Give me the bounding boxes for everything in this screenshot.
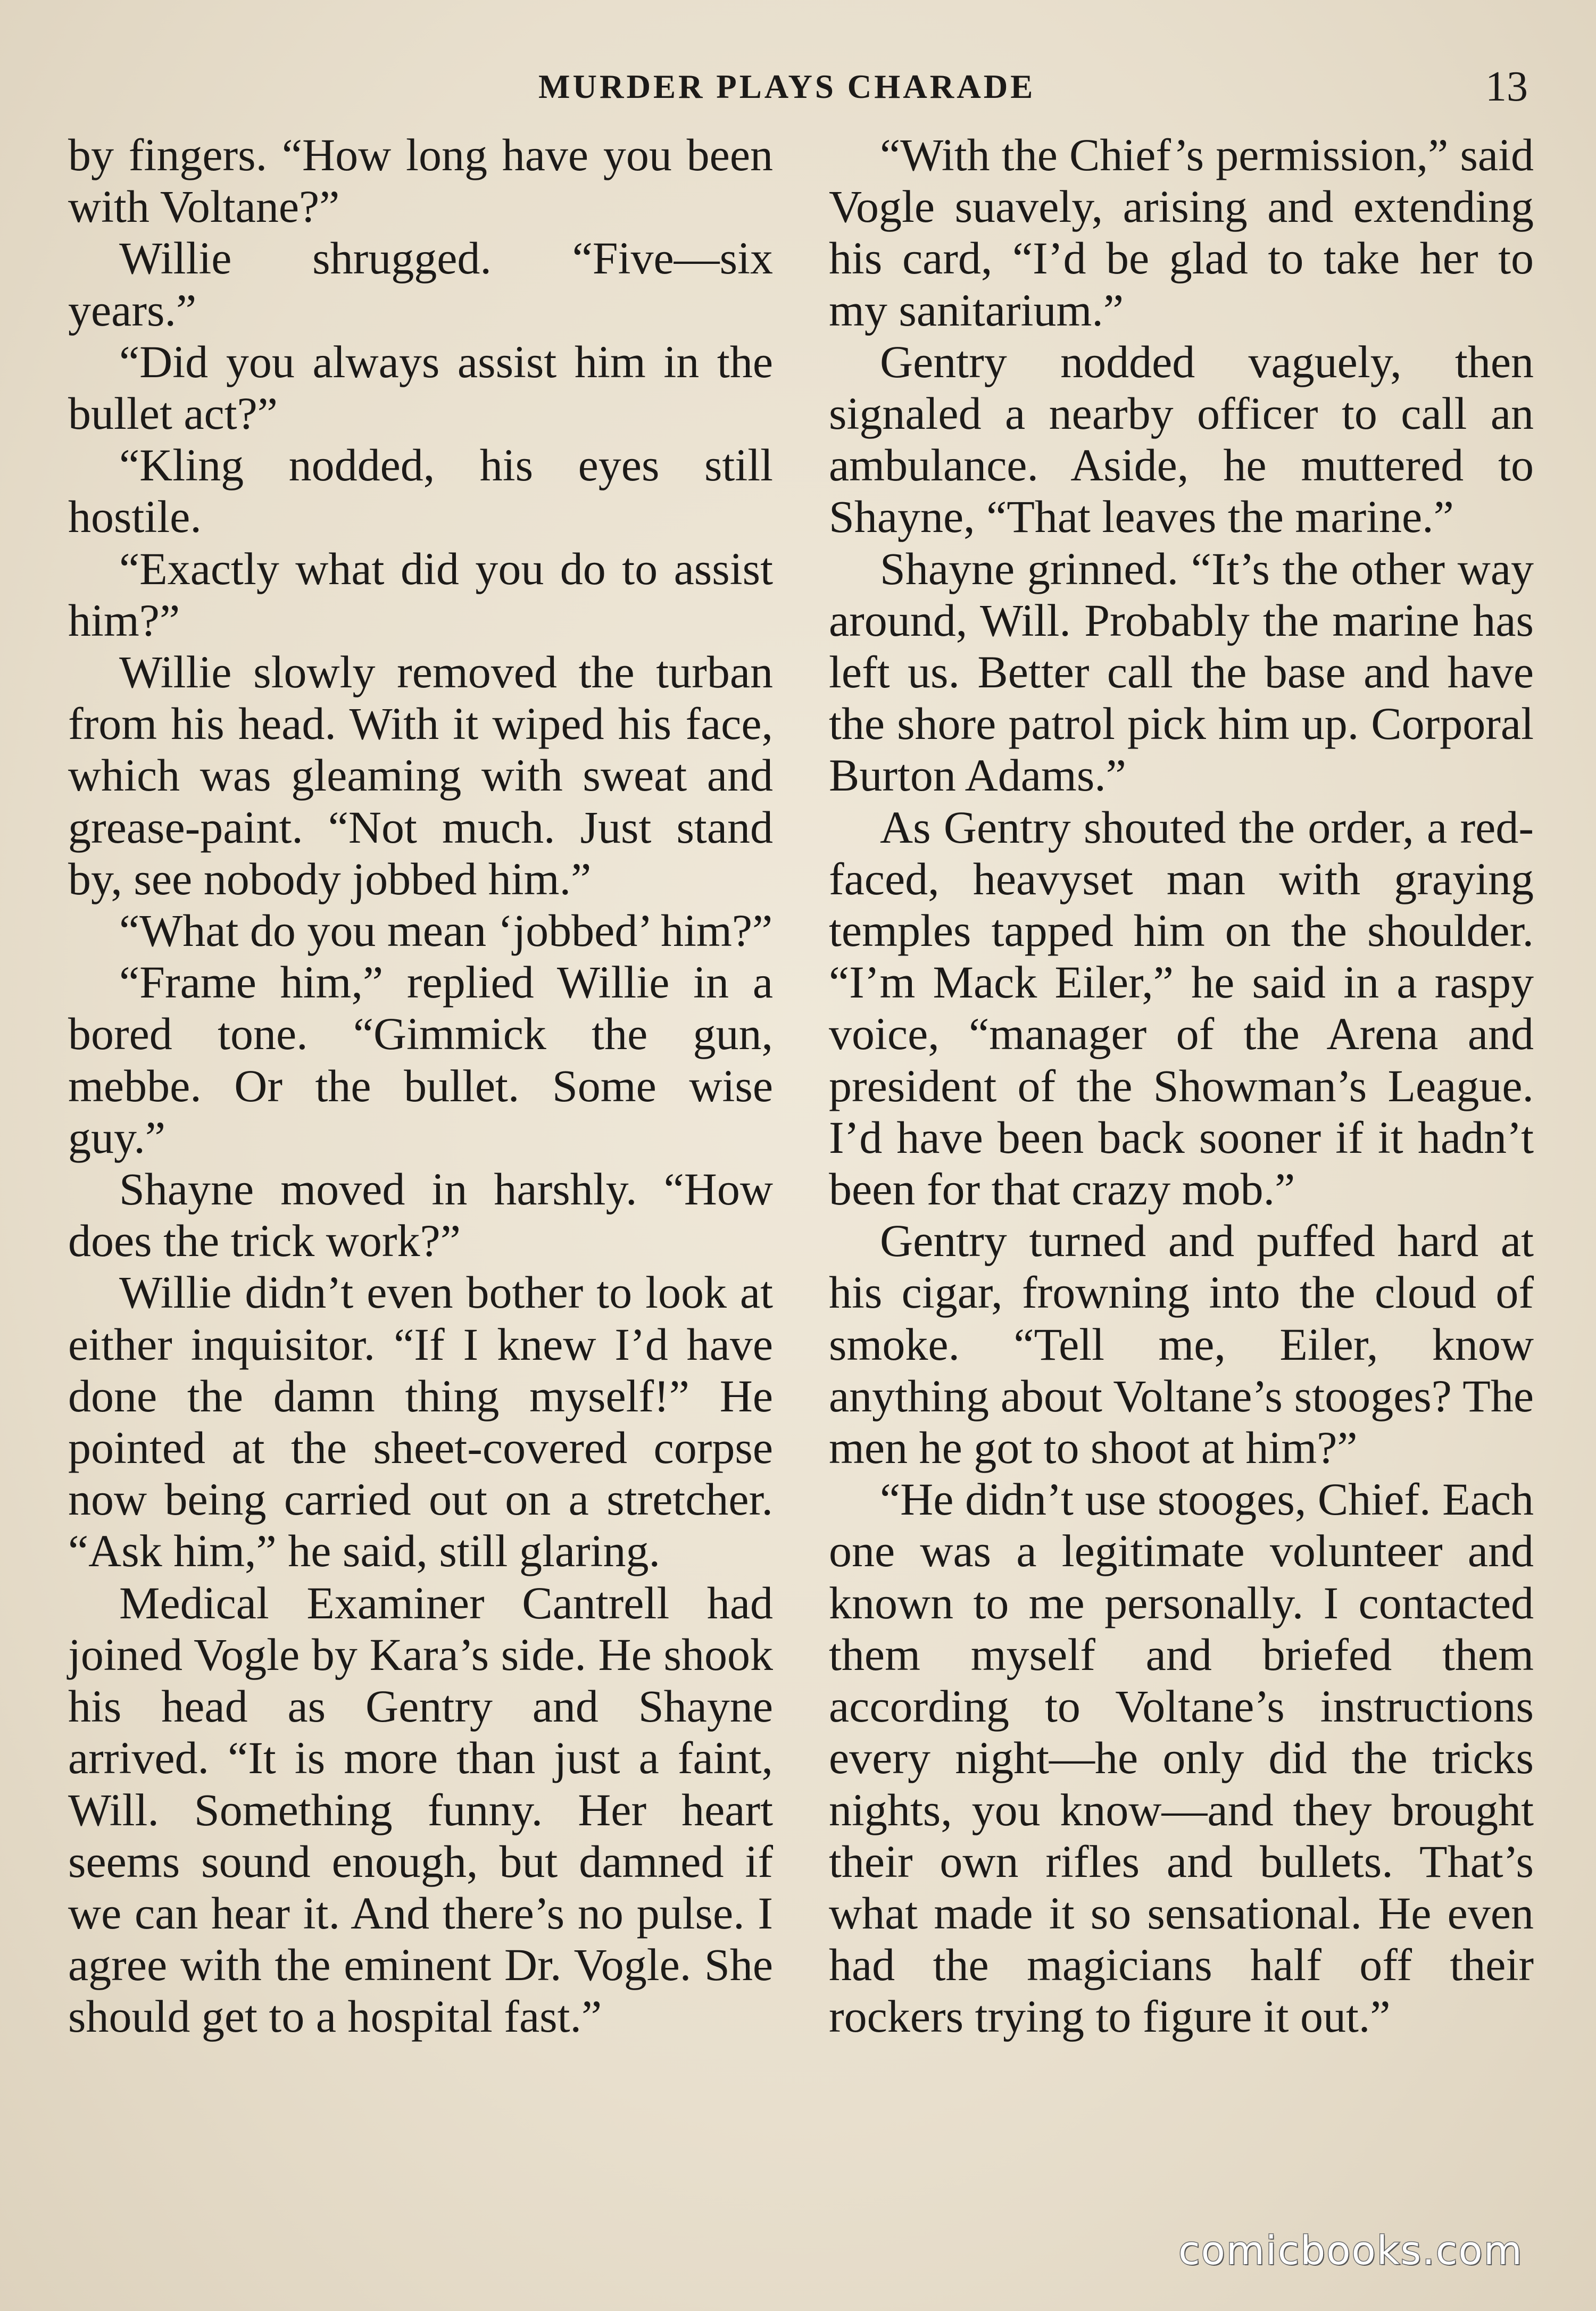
paragraph: by fingers. “How long have you been with Voltane?” bbox=[68, 129, 773, 232]
paragraph: Gentry nodded vaguely, then signaled a nearby officer to call an ambulance. Aside, he muttered to Shayne, “That leaves the marine.” bbox=[829, 336, 1534, 543]
right-column bbox=[829, 129, 1534, 2043]
paragraph: Medical Examiner Cantrell had joined Vogle by Kara’s side. He shook his head as Gentry and Shayne arrived. “It is more than just a faint, Will. Something funny. Her heart seems sound enough, but damned if we can hear it. And there’s no pulse. I agree with the eminent Dr. Vogle. She should get to a hospital fast.” bbox=[68, 1577, 773, 2042]
paragraph: Willie shrugged. “Five—six years.” bbox=[68, 232, 773, 336]
paragraph: Gentry turned and puffed hard at his cigar, frowning into the cloud of smoke. “Tell me, Eiler, know anything about Voltane’s stooges? The men he got to shoot at him?” bbox=[829, 1215, 1534, 1474]
paragraph: Willie didn’t even bother to look at either inquisitor. “If I knew I’d have done the damn thing myself!” He pointed at the sheet-covered corpse now being carried out on a stretcher. “Ask him,” he said, still glaring. bbox=[68, 1267, 773, 1577]
paragraph: “With the Chief’s permission,” said Vogle suavely, arising and extending his card, “I’d be glad to take her to my sanitarium.” bbox=[829, 129, 1534, 336]
paragraph: Shayne moved in harshly. “How does the trick work?” bbox=[68, 1163, 773, 1267]
paragraph: “Frame him,” replied Willie in a bored tone. “Gimmick the gun, mebbe. Or the bullet. Some wise guy.” bbox=[68, 957, 773, 1163]
paragraph: Shayne grinned. “It’s the other way around, Will. Probably the marine has left us. Better call the base and have the shore patrol pick him up. Corporal Burton Adams.” bbox=[829, 543, 1534, 801]
running-title: MURDER PLAYS CHARADE bbox=[538, 68, 1036, 105]
left-column bbox=[68, 129, 773, 2043]
paragraph: “Did you always assist him in the bullet act?” bbox=[68, 336, 773, 439]
page-number: 13 bbox=[1485, 63, 1528, 110]
watermark-logo: comicbooks.com bbox=[1178, 2228, 1523, 2274]
paragraph: “Kling nodded, his eyes still hostile. bbox=[68, 439, 773, 543]
paragraph: Willie slowly removed the turban from his head. With it wiped his face, which was gleaming with sweat and grease-paint. “Not much. Just stand by, see nobody jobbed him.” bbox=[68, 646, 773, 904]
paragraph: “What do you mean ‘jobbed’ him?” bbox=[119, 905, 773, 957]
paragraph: “He didn’t use stooges, Chief. Each one was a legitimate volunteer and known to me personally. I contacted them myself and briefed them according to Voltane’s instructions every night—he only did the tricks nights, you know—and they brought their own rifles and bullets. That’s what made it so sensational. He even had the magicians half off their rockers trying to figure it out.” bbox=[829, 1474, 1534, 2042]
paragraph: As Gentry shouted the order, a red-faced, heavyset man with graying temples tapped him on the shoulder. “I’m Mack Eiler,” he said in a raspy voice, “manager of the Arena and president of the Showman’s League. I’d have been back sooner if it hadn’t been for that crazy mob.” bbox=[829, 801, 1534, 1215]
running-header bbox=[0, 63, 1596, 111]
paragraph: “Exactly what did you do to assist him?” bbox=[68, 543, 773, 646]
